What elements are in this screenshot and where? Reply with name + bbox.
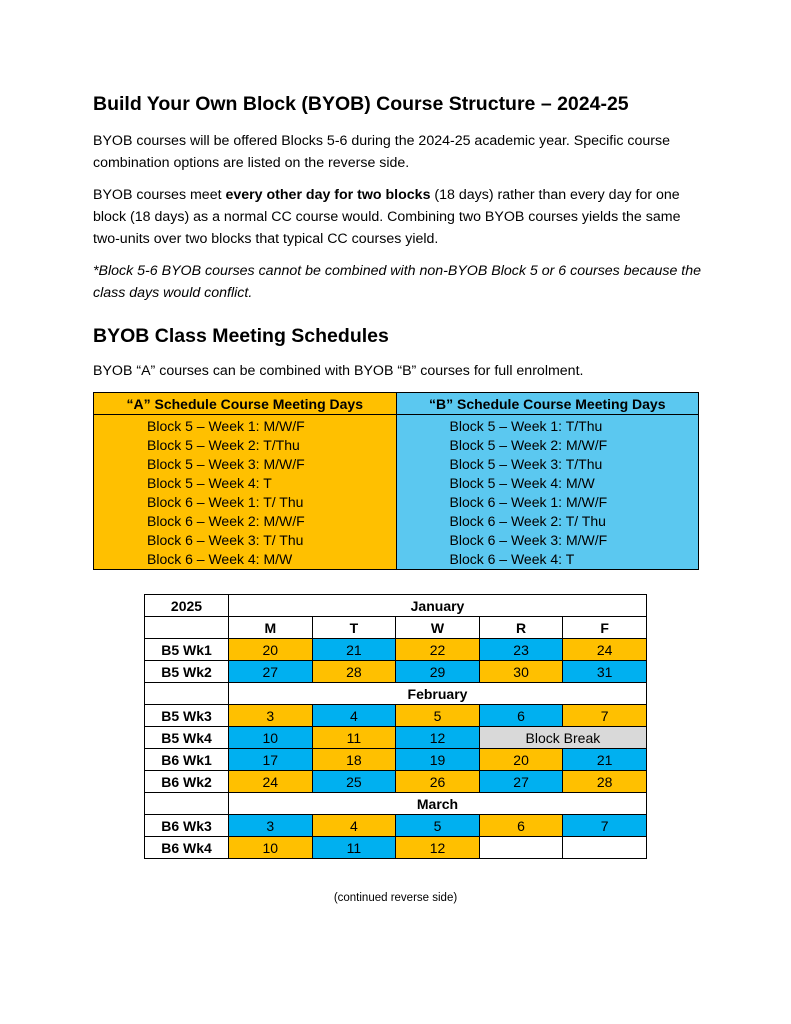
a-schedule-item: Block 5 – Week 4: T [147,475,272,491]
calendar-cell: 30 [479,661,563,683]
week-label: B6 Wk1 [145,749,229,771]
day-header: F [563,617,647,639]
calendar-spacer [145,683,229,705]
calendar-cell: 7 [563,705,647,727]
month-january: January [229,595,647,617]
a-schedule-list [94,415,397,570]
b-schedule-list [396,415,699,570]
calendar-cell: 22 [396,639,480,661]
page-title: Build Your Own Block (BYOB) Course Structure – 2024-25 [93,93,629,115]
a-schedule-item: Block 6 – Week 1: T/ Thu [147,494,304,510]
calendar-cell: 11 [312,727,396,749]
calendar-cell: 25 [312,771,396,793]
month-march: March [229,793,647,815]
calendar-table [144,594,647,859]
calendar-cell: 4 [312,815,396,837]
calendar-cell: 20 [229,639,313,661]
b-schedule-item: Block 5 – Week 1: T/Thu [449,418,603,434]
calendar-cell: 28 [563,771,647,793]
calendar-cell: 5 [396,705,480,727]
calendar-cell: 7 [563,815,647,837]
calendar-cell: 27 [229,661,313,683]
calendar-cell: 3 [229,815,313,837]
week-label: B5 Wk1 [145,639,229,661]
intro-p2-post: (18 days) rather than every day for one block (18 days) as a normal CC course would. Combining two BYOB courses yields the same two-units over two blocks that typical CC courses yield. [93,187,681,247]
block-break-cell: Block Break [479,727,646,749]
calendar-cell: 5 [396,815,480,837]
a-schedule-header: “A” Schedule Course Meeting Days [94,393,397,415]
schedules-lead: BYOB “A” courses can be combined with BYOB “B” courses for full enrolment. [93,363,584,379]
intro-paragraph-2 [93,184,703,250]
a-schedule-item: Block 6 – Week 4: M/W [147,551,293,567]
calendar-cell: 4 [312,705,396,727]
calendar-cell [563,837,647,859]
calendar-cell: 11 [312,837,396,859]
calendar-cell: 17 [229,749,313,771]
week-label: B5 Wk2 [145,661,229,683]
calendar-cell: 12 [396,837,480,859]
a-schedule-item: Block 5 – Week 1: M/W/F [147,418,305,434]
calendar-cell: 6 [479,705,563,727]
b-schedule-item: Block 6 – Week 2: T/ Thu [449,513,606,529]
week-label: B5 Wk3 [145,705,229,727]
calendar-cell: 21 [312,639,396,661]
day-header: W [396,617,480,639]
b-schedule-item: Block 6 – Week 1: M/W/F [449,494,608,510]
calendar-cell: 10 [229,727,313,749]
schedule-table [93,392,699,570]
a-schedule-item: Block 6 – Week 3: T/ Thu [147,532,304,548]
calendar-cell: 29 [396,661,480,683]
calendar-cell: 18 [312,749,396,771]
calendar-cell: 19 [396,749,480,771]
intro-paragraph-1: BYOB courses will be offered Blocks 5-6 during the 2024-25 academic year. Specific course combination options are listed on the reverse side. [93,133,670,171]
day-header: T [312,617,396,639]
calendar-cell: 27 [479,771,563,793]
b-schedule-header: “B” Schedule Course Meeting Days [396,393,699,415]
b-schedule-item: Block 5 – Week 4: M/W [449,475,595,491]
b-schedule-item: Block 5 – Week 3: T/Thu [449,456,603,472]
week-label: B6 Wk3 [145,815,229,837]
conflict-note: *Block 5-6 BYOB courses cannot be combined with non-BYOB Block 5 or 6 courses because the class days would conflict. [93,263,702,301]
schedules-heading: BYOB Class Meeting Schedules [93,325,389,347]
intro-p2-pre: BYOB courses meet [93,187,226,203]
calendar-cell: 3 [229,705,313,727]
calendar-cell: 21 [563,749,647,771]
calendar-cell: 24 [229,771,313,793]
week-label: B6 Wk4 [145,837,229,859]
calendar-cell: 23 [479,639,563,661]
b-schedule-item: Block 6 – Week 3: M/W/F [449,532,608,548]
calendar-cell: 31 [563,661,647,683]
a-schedule-item: Block 5 – Week 3: M/W/F [147,456,305,472]
a-schedule-item: Block 5 – Week 2: T/Thu [147,437,300,453]
b-schedule-item: Block 5 – Week 2: M/W/F [449,437,608,453]
calendar-cell: 10 [229,837,313,859]
calendar-year: 2025 [145,595,229,617]
a-schedule-item: Block 6 – Week 2: M/W/F [147,513,305,529]
calendar-cell: 28 [312,661,396,683]
calendar-cell: 12 [396,727,480,749]
continued-note: (continued reverse side) [333,892,458,904]
calendar-cell: 20 [479,749,563,771]
intro-p2-bold: every other day for two blocks [225,187,431,203]
week-label: B5 Wk4 [145,727,229,749]
calendar-spacer [145,793,229,815]
calendar-cell: 26 [396,771,480,793]
calendar-corner [145,617,229,639]
calendar-cell: 24 [563,639,647,661]
week-label: B6 Wk2 [145,771,229,793]
day-header: R [479,617,563,639]
b-schedule-item: Block 6 – Week 4: T [449,551,575,567]
day-header: M [229,617,313,639]
calendar-cell [479,837,563,859]
calendar-cell: 6 [479,815,563,837]
document-page [93,92,703,570]
month-february: February [229,683,647,705]
